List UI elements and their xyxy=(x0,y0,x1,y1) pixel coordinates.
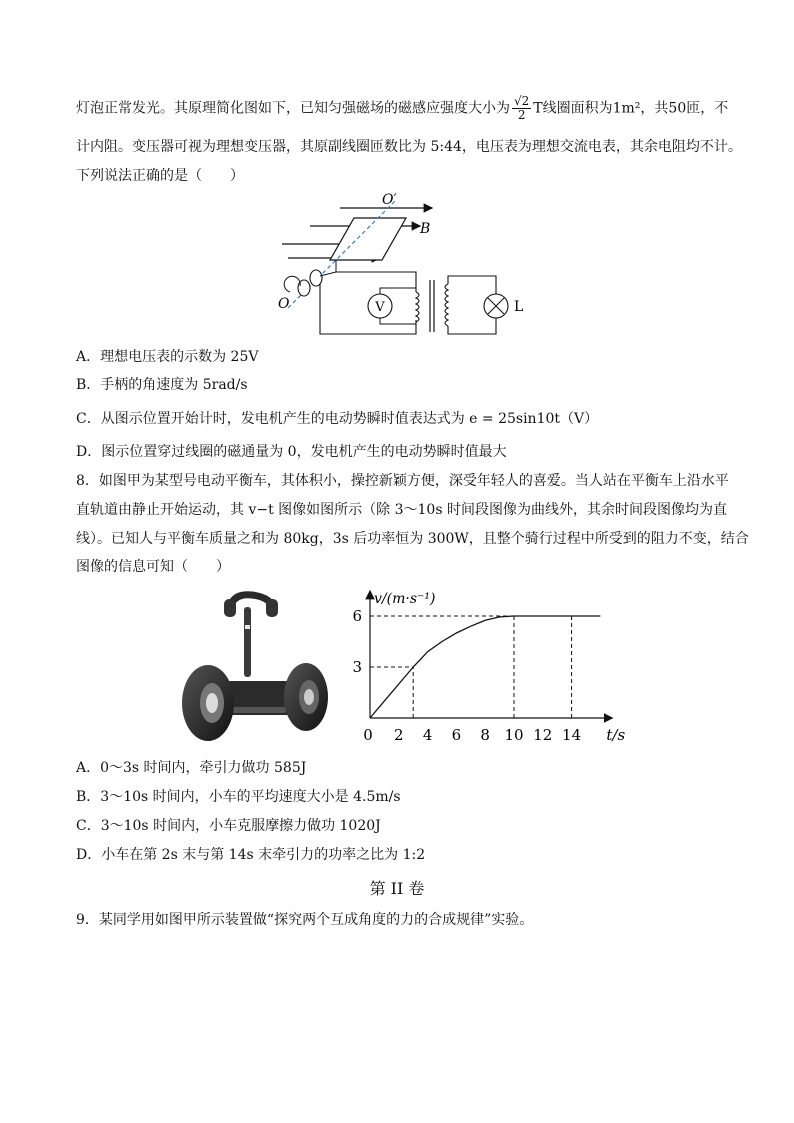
q7-line1-pre: 灯泡正常发光。其原理简化图如下，已知匀强磁场的磁感应强度大小为 xyxy=(76,100,510,117)
q8-option-a: A．0～3s 时间内，牵引力做功 585J xyxy=(76,760,307,776)
section-title: 第 II 卷 xyxy=(369,879,425,898)
q8-option-d: D．小车在第 2s 末与第 14s 末牵引力的功率之比为 1:2 xyxy=(76,847,426,863)
q8-option-c: C．3～10s 时间内，小车克服摩擦力做功 1020J xyxy=(76,818,381,834)
q7-option-d: D．图示位置穿过线圈的磁通量为 0，发电机产生的电动势瞬时值最大 xyxy=(76,444,507,460)
label-b: B xyxy=(420,221,431,237)
x-tick-label: 14 xyxy=(562,726,582,744)
y-tick-label: 6 xyxy=(352,607,362,625)
label-l: L xyxy=(514,299,524,315)
x-tick-label: 0 xyxy=(363,726,373,744)
q8-stem-line-1: 8．如图甲为某型号电动平衡车，其体积小，操控新颖方便，深受年轻人的喜爱。当人站在平衡车上沿水平 xyxy=(76,473,729,489)
q7-option-b: B．手柄的角速度为 5rad/s xyxy=(76,377,248,393)
circuit-wire xyxy=(336,272,416,292)
label-o-prime: O′ xyxy=(382,192,397,208)
x-axis-label: t/s xyxy=(606,726,626,744)
balance-scooter-image xyxy=(178,585,334,749)
q7-stem-line-3: 下列说法正确的是（ ） xyxy=(76,168,244,184)
secondary-wire xyxy=(448,318,496,334)
q7-option-a: A．理想电压表的示数为 25V xyxy=(76,349,259,365)
fraction-denominator: 2 xyxy=(517,108,526,122)
q9-stem-line-1: 9．某同学用如图甲所示装置做“探究两个互成角度的力的合成规律”实验。 xyxy=(76,912,534,928)
fraction-numerator: √2 xyxy=(514,94,530,108)
y-axis-label: v/(m·s⁻¹) xyxy=(374,591,436,607)
label-o: O xyxy=(278,296,290,312)
q7-option-c: C．从图示位置开始计时，发电机产生的电动势瞬时值表达式为 e = 25sin10t（V） xyxy=(76,411,599,427)
vt-graph xyxy=(350,585,640,755)
generator-circuit-figure xyxy=(270,188,540,344)
secondary-wire xyxy=(448,276,496,294)
q7-line1-post: T线圈面积为1m²，共50匝，不 xyxy=(533,100,729,117)
q8-stem-line-3: 线）。已知人与平衡车质量之和为 80kg，3s 后功率恒为 300W，且整个骑行过程中所受到的阻力不变，结合 xyxy=(76,531,749,547)
x-tick-label: 10 xyxy=(504,726,524,744)
velocity-curve xyxy=(370,616,600,718)
slip-ring xyxy=(310,270,322,286)
x-tick-label: 12 xyxy=(533,726,553,744)
x-tick-label: 6 xyxy=(451,726,462,744)
x-tick-label: 2 xyxy=(394,726,404,744)
secondary-coil xyxy=(445,284,448,326)
q7-stem-line-2: 计内阻。变压器可视为理想变压器，其原副线圈匝数比为 5:44，电压表为理想交流电表，其余电阻均不计。 xyxy=(76,139,742,155)
primary-coil xyxy=(416,292,419,322)
voltmeter-label: V xyxy=(375,300,385,315)
q7-stem-line-1 xyxy=(76,95,728,122)
coil xyxy=(330,218,406,260)
y-tick-label: 3 xyxy=(352,658,362,676)
x-tick-label: 4 xyxy=(422,726,433,744)
x-tick-label: 8 xyxy=(480,726,490,744)
q8-option-b: B．3～10s 时间内，小车的平均速度大小是 4.5m/s xyxy=(76,789,401,805)
q8-stem-line-4: 图像的信息可知（ ） xyxy=(76,559,230,575)
b-field-fraction xyxy=(512,95,531,122)
q8-stem-line-2: 直轨道由静止开始运动，其 v−t 图像如图所示（除 3～10s 时间段图像为曲线外，其余时间段图像均为直 xyxy=(76,502,727,518)
